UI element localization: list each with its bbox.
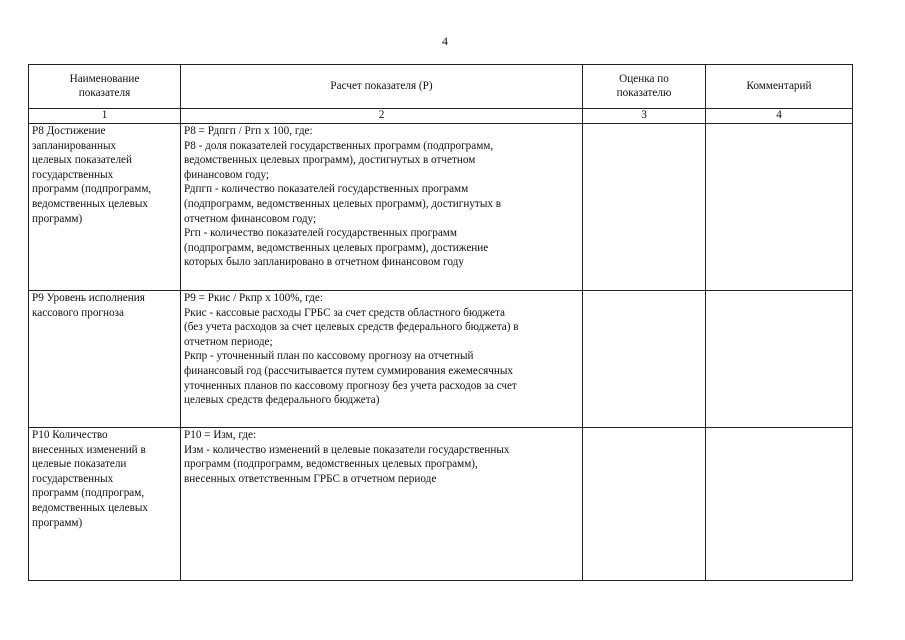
text-line: программ (подпрограмм,: [32, 183, 152, 196]
header-indicator-calc: Расчет показателя (Р): [181, 65, 583, 109]
comment-cell: [706, 124, 853, 291]
text-line: которых было запланировано в отчетном финансовом году: [184, 256, 464, 269]
header-line: показателю: [616, 86, 672, 99]
column-number-row: [29, 109, 853, 124]
table-row: [29, 291, 853, 428]
text-line: Р10 = Изм, где:: [184, 429, 257, 441]
text-line: кассового прогноза: [32, 306, 124, 319]
text-line: Р8 Достижение: [32, 125, 106, 137]
text-line: Р9 Уровень исполнения: [32, 292, 145, 304]
header-score: [583, 65, 706, 109]
page-number: 4: [442, 34, 448, 48]
text-line: отчетном периоде;: [184, 335, 273, 348]
text-line: программ): [32, 516, 83, 529]
text-line: Р8 - доля показателей государственных программ (подпрограмм,: [184, 139, 494, 152]
comment-cell: [706, 428, 853, 581]
indicator-name-cell: [29, 124, 181, 291]
header-line: показателя: [78, 86, 131, 99]
indicator-name-cell: [29, 428, 181, 581]
indicator-calc-cell: [181, 124, 583, 291]
text-line: внесенных изменений в: [32, 443, 146, 456]
text-line: финансовый год (рассчитывается путем суммирования ежемесячных: [184, 364, 513, 377]
text-line: отчетном финансовом году;: [184, 212, 317, 225]
text-line: Ркпр - уточненный план по кассовому прогнозу на отчетный: [184, 350, 474, 363]
header-comment: Комментарий: [706, 65, 853, 109]
score-cell: [583, 124, 706, 291]
column-number: 3: [583, 109, 706, 124]
text-line: ведомственных целевых программ), достигнутых в отчетном: [184, 154, 476, 167]
column-number: 4: [706, 109, 853, 124]
header-indicator-name: [29, 65, 181, 109]
text-line: ведомственных целевых: [32, 501, 148, 514]
column-number: 2: [181, 109, 583, 124]
text-line: Р10 Количество: [32, 429, 108, 441]
header-line: Оценка по: [619, 73, 669, 85]
table-row: [29, 124, 853, 291]
text-line: Рдпгп - количество показателей государственных программ: [184, 183, 469, 196]
column-number: 1: [29, 109, 181, 124]
score-cell: [583, 428, 706, 581]
text-line: целевые показатели: [32, 458, 127, 471]
text-line: государственных: [32, 168, 114, 181]
text-line: внесенных ответственным ГРБС в отчетном периоде: [184, 472, 437, 485]
comment-cell: [706, 291, 853, 428]
text-line: (подпрограмм, ведомственных целевых программ), достигнутых в: [184, 197, 502, 210]
text-line: Р8 = Рдпгп / Ргп х 100, где:: [184, 125, 313, 137]
header-line: Наименование: [69, 73, 140, 85]
indicator-calc-cell: [181, 291, 583, 428]
indicator-calc-cell: [181, 428, 583, 581]
text-line: целевых показателей: [32, 154, 132, 167]
text-line: Р9 = Ркис / Ркпр х 100%, где:: [184, 292, 323, 304]
text-line: государственных: [32, 472, 114, 485]
table-header-row: [29, 65, 853, 109]
text-line: Ркис - кассовые расходы ГРБС за счет средств областного бюджета: [184, 306, 505, 319]
text-line: Изм - количество изменений в целевые показатели государственных: [184, 443, 510, 456]
text-line: программ (подпрограм,: [32, 487, 145, 500]
text-line: финансовом году;: [184, 168, 270, 181]
table-row: [29, 428, 853, 581]
text-line: (без учета расходов за счет целевых средств федерального бюджета) в: [184, 321, 519, 334]
text-line: (подпрограмм, ведомственных целевых программ), достижение: [184, 241, 489, 254]
text-line: Ргп - количество показателей государственных программ: [184, 227, 457, 240]
text-line: запланированных: [32, 139, 117, 152]
text-line: программ): [32, 212, 83, 225]
text-line: уточненных планов по кассовому прогнозу без учета расходов за счет: [184, 379, 517, 392]
text-line: ведомственных целевых: [32, 197, 148, 210]
indicator-name-cell: [29, 291, 181, 428]
text-line: целевых средств федерального бюджета): [184, 394, 380, 407]
score-cell: [583, 291, 706, 428]
indicators-table: [28, 64, 853, 581]
text-line: программ (подпрограмм, ведомственных целевых программ),: [184, 458, 478, 471]
